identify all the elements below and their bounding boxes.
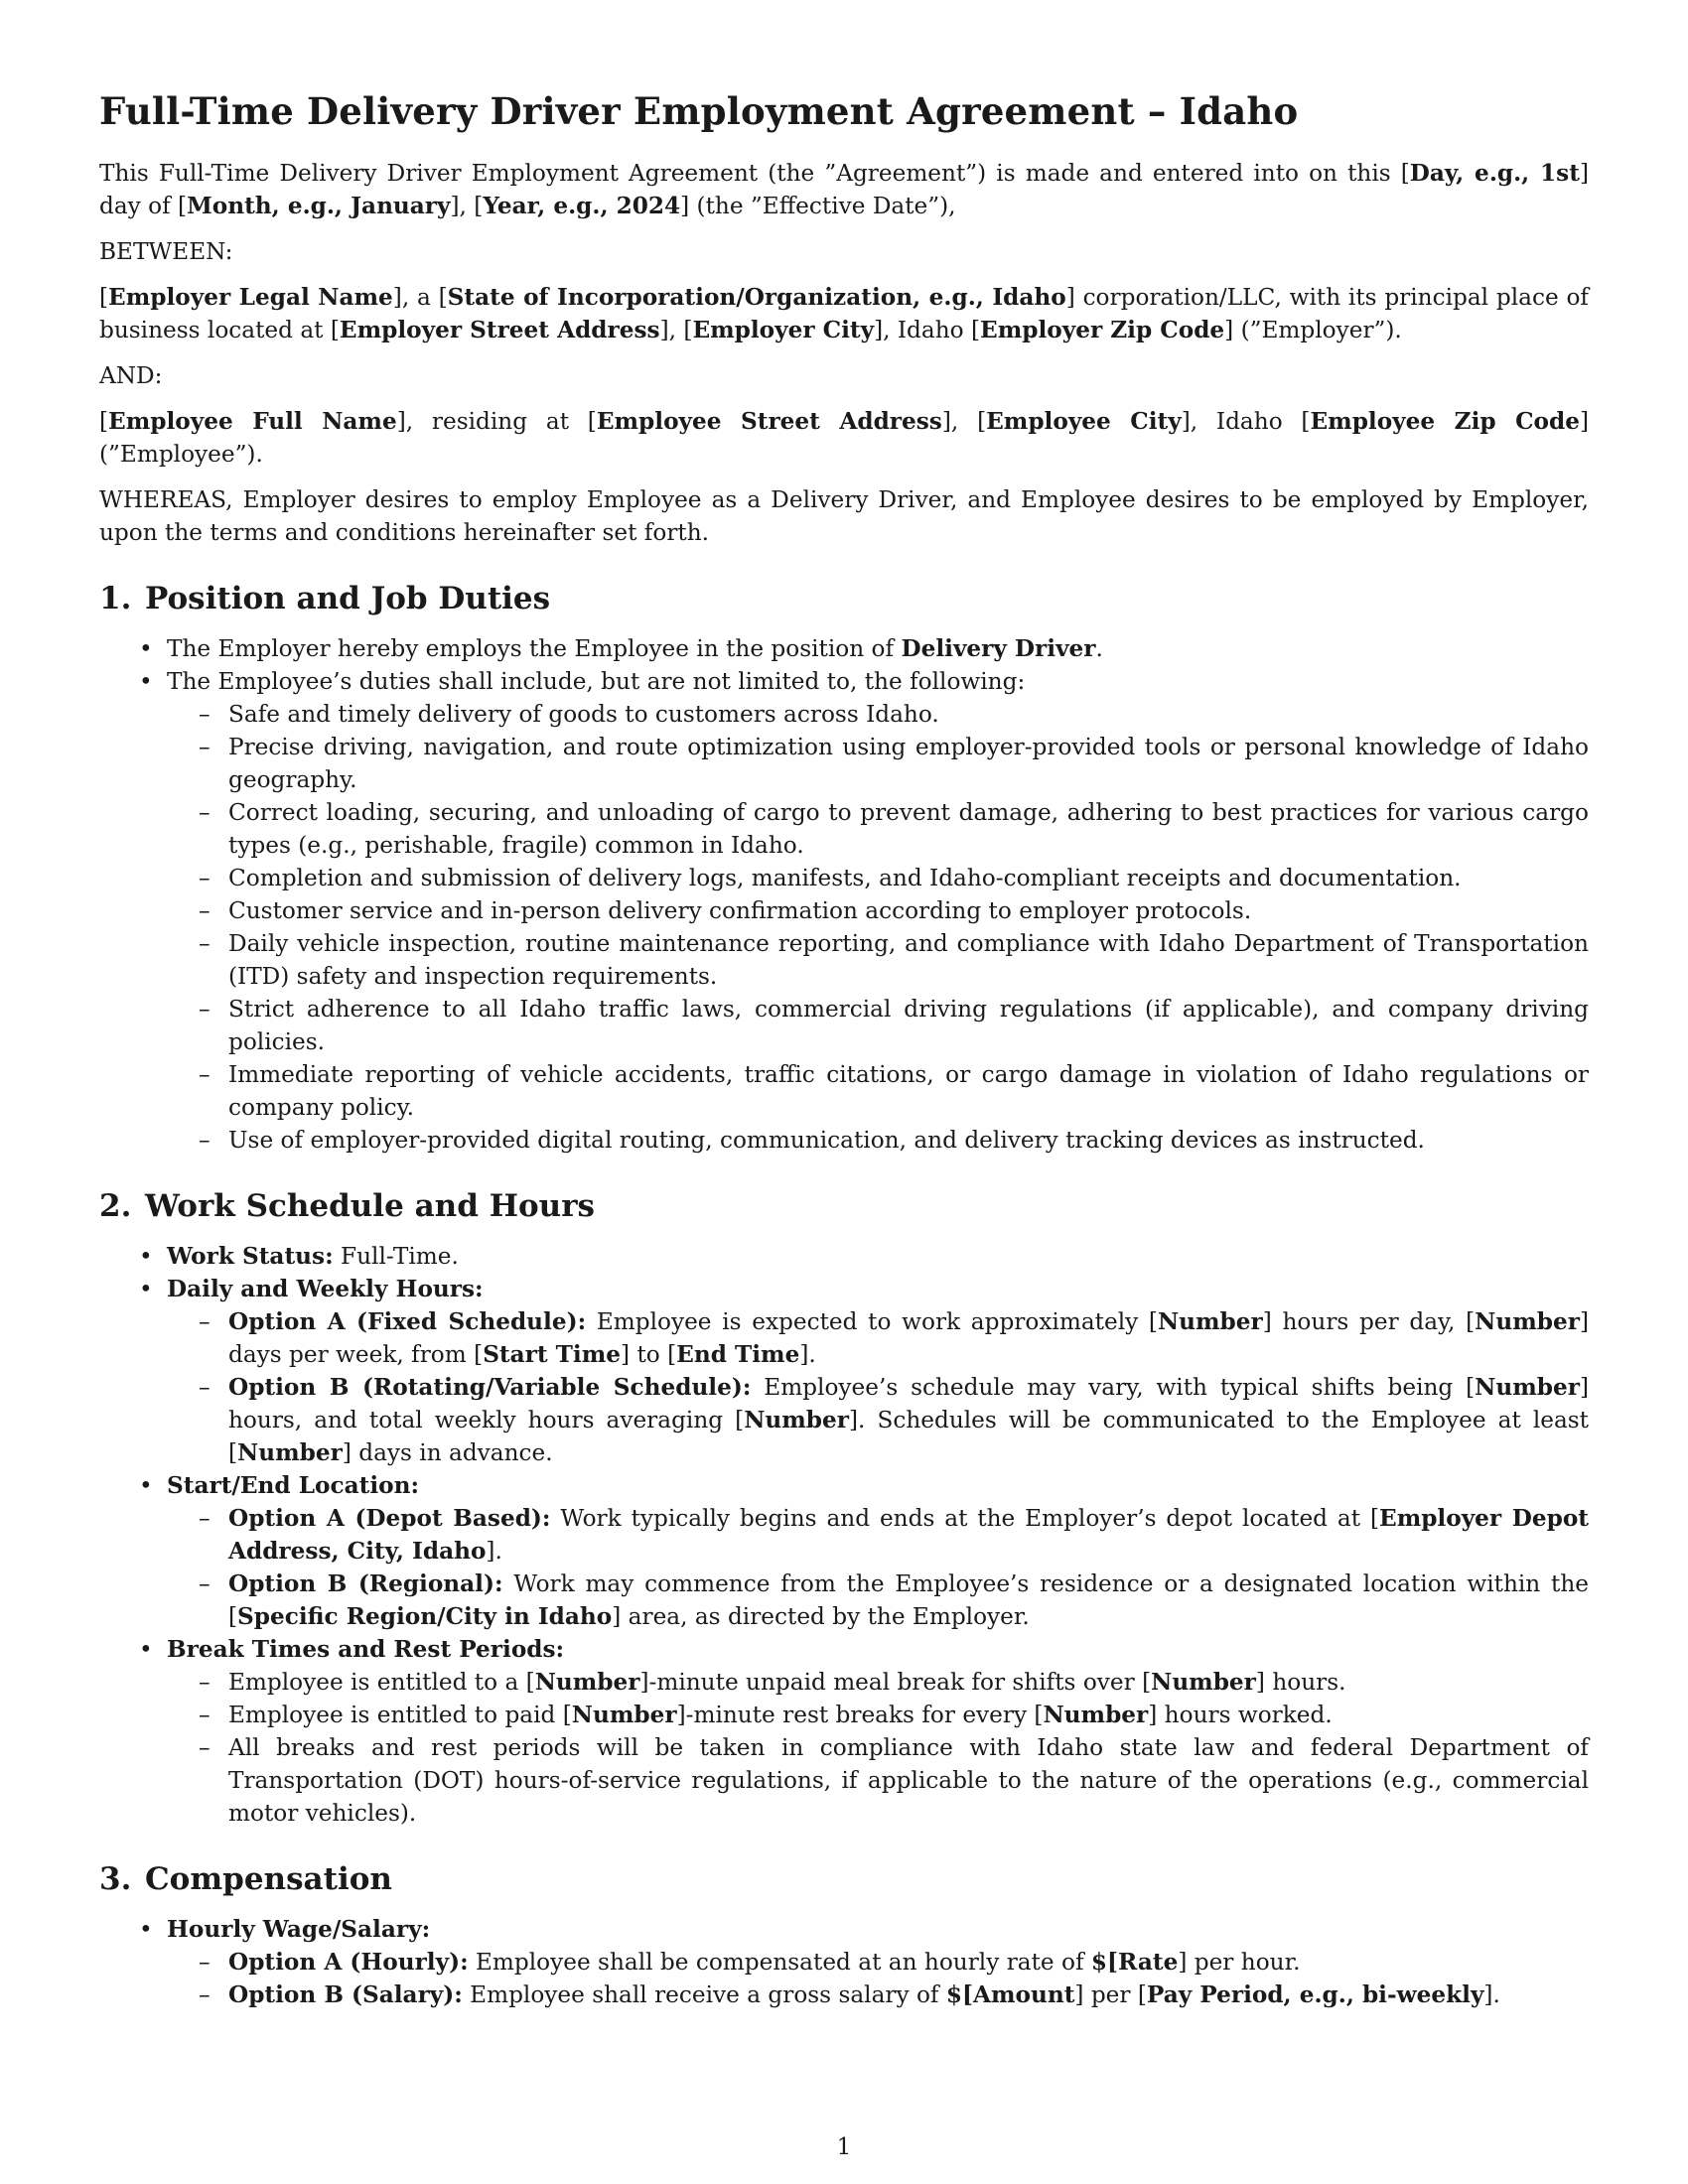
list-item: • Break Times and Rest Periods: – Employee is entitled to a [Number]-minute unpaid meal break for shifts over [Number] hours. – Employee is entitled to paid [Number]-minute rest breaks for every [Number] hours worked. – All breaks and rest periods will be taken in compliance with Idaho state law and federal Department of Transportation (DOT) hours-of-service regulations, if applicable to the nature of the operations (e.g., commercial motor vehicles). bbox=[167, 1633, 1589, 1830]
section-3-list bbox=[99, 1913, 1589, 2011]
list-item: • The Employee’s duties shall include, but are not limited to, the following: – Safe and timely delivery of goods to customers across Idaho. – Precise driving, navigation, and route optimization using employer-provided tools or personal knowledge of Idaho geography. – Correct loading, securing, and unloading of cargo to prevent damage, adhering to best practices for various cargo types (e.g., perishable, fragile) common in Idaho. – Completion and submission of delivery logs, manifests, and Idaho-compliant receipts and documentation. – Customer service and in-person delivery confirmation according to employer protocols. – Daily vehicle inspection, routine maintenance reporting, and compliance with Idaho Department of Transportation (ITD) safety and inspection requirements. – Strict adherence to all Idaho traffic laws, commercial driving regulations (if applicable), and company driving policies. – Immediate reporting of vehicle accidents, traffic citations, or cargo damage in violation of Idaho regulations or company policy. – Use of employer-provided digital routing, communication, and delivery tracking devices as instructed. bbox=[167, 665, 1589, 1157]
compensation-options-list bbox=[167, 1946, 1589, 2011]
list-item: • Start/End Location: – Option A (Depot Based): Work typically begins and ends at the Employer’s depot located at [Employer Depot Address, City, Idaho]. – Option B (Regional): Work may commence from the Employee’s residence or a designated location within the [Specific Region/City in Idaho] area, as directed by the Employer. bbox=[167, 1469, 1589, 1633]
section-3-heading: 3. Compensation bbox=[99, 1861, 392, 1897]
section-1-heading: 1. Position and Job Duties bbox=[99, 581, 551, 616]
duty-item: – Daily vehicle inspection, routine maintenance reporting, and compliance with Idaho Department of Transportation (ITD) safety and inspection requirements. bbox=[228, 927, 1589, 993]
document-title: Full-Time Delivery Driver Employment Agreement – Idaho bbox=[99, 89, 1299, 133]
hours-options-list bbox=[167, 1305, 1589, 1469]
hours-option-b: – Option B (Rotating/Variable Schedule): Employee’s schedule may vary, with typical shifts being [Number] hours, and total weekly hours averaging [Number]. Schedules will be communicated to the Employee at least [Number] days in advance. bbox=[228, 1371, 1589, 1469]
placeholder-employer-address: Employer Street Address bbox=[339, 317, 660, 343]
list-item: • Work Status: Full-Time. bbox=[167, 1240, 1589, 1273]
placeholder-month: Month, e.g., January bbox=[187, 193, 451, 219]
duty-item: – Precise driving, navigation, and route optimization using employer-provided tools or personal knowledge of Idaho geography. bbox=[228, 731, 1589, 796]
placeholder-state: State of Incorporation/Organization, e.g., Idaho bbox=[447, 284, 1066, 311]
list-item: • Hourly Wage/Salary: – Option A (Hourly): Employee shall be compensated at an hourly rate of $[Rate] per hour. – Option B (Salary): Employee shall receive a gross salary of $[Amount] per [Pay Period, e.g., bi-weekly]. bbox=[167, 1913, 1589, 2011]
duty-item: – Correct loading, securing, and unloading of cargo to prevent damage, adhering to best practices for various cargo types (e.g., perishable, fragile) common in Idaho. bbox=[228, 796, 1589, 862]
agreement-page bbox=[99, 87, 1589, 2011]
placeholder-employee-zip: Employee Zip Code bbox=[1310, 408, 1580, 435]
employee-party-paragraph: [Employee Full Name], residing at [Employee Street Address], [Employee City], Idaho [Employee Zip Code] (”Employee”). bbox=[99, 408, 1590, 468]
location-options-list bbox=[167, 1502, 1589, 1633]
duty-item: – Safe and timely delivery of goods to customers across Idaho. bbox=[228, 698, 1589, 731]
duty-item: – Completion and submission of delivery logs, manifests, and Idaho-compliant receipts and documentation. bbox=[228, 862, 1589, 894]
compensation-option-a: – Option A (Hourly): Employee shall be compensated at an hourly rate of $[Rate] per hour. bbox=[228, 1946, 1589, 1979]
compensation-option-b: – Option B (Salary): Employee shall receive a gross salary of $[Amount] per [Pay Period, e.g., bi-weekly]. bbox=[228, 1979, 1589, 2011]
placeholder-employee-city: Employee City bbox=[986, 408, 1182, 435]
preamble-paragraph: This Full-Time Delivery Driver Employment Agreement (the ”Agreement”) is made and entered into on this [Day, e.g., 1st] day of [Month, e.g., January], [Year, e.g., 2024] (the ”Effective Date”), bbox=[99, 160, 1589, 219]
section-2-list bbox=[99, 1240, 1589, 1830]
breaks-list bbox=[167, 1666, 1589, 1830]
location-option-b: – Option B (Regional): Work may commence from the Employee’s residence or a designated location within the [Specific Region/City in Idaho] area, as directed by the Employer. bbox=[228, 1568, 1589, 1633]
and-label: AND: bbox=[99, 362, 163, 389]
list-item: • The Employer hereby employs the Employee in the position of Delivery Driver. bbox=[167, 632, 1589, 665]
placeholder-employer-city: Employer City bbox=[692, 317, 875, 343]
placeholder-employee-name: Employee Full Name bbox=[108, 408, 397, 435]
placeholder-employee-address: Employee Street Address bbox=[596, 408, 942, 435]
between-label: BETWEEN: bbox=[99, 238, 233, 265]
duties-list bbox=[167, 698, 1589, 1157]
hours-option-a: – Option A (Fixed Schedule): Employee is expected to work approximately [Number] hours per day, [Number] days per week, from [Start Time] to [End Time]. bbox=[228, 1305, 1589, 1371]
page-number: 1 bbox=[836, 2134, 852, 2160]
duty-item: – Use of employer-provided digital routing, communication, and delivery tracking devices as instructed. bbox=[228, 1124, 1589, 1157]
section-2-heading: 2. Work Schedule and Hours bbox=[99, 1188, 595, 1224]
list-item: • Daily and Weekly Hours: – Option A (Fixed Schedule): Employee is expected to work approximately [Number] hours per day, [Number] days per week, from [Start Time] to [End Time]. – Option B (Rotating/Variable Schedule): Employee’s schedule may vary, with typical shifts being [Number] hours, and total weekly hours averaging [Number]. Schedules will be communicated to the Employee at least [Number] days in advance. bbox=[167, 1273, 1589, 1469]
placeholder-employer-name: Employer Legal Name bbox=[108, 284, 393, 311]
break-item: – Employee is entitled to a [Number]-minute unpaid meal break for shifts over [Number] hours. bbox=[228, 1666, 1589, 1699]
placeholder-day: Day, e.g., 1st bbox=[1409, 160, 1580, 187]
section-1-list bbox=[99, 632, 1589, 1157]
location-option-a: – Option A (Depot Based): Work typically begins and ends at the Employer’s depot located at [Employer Depot Address, City, Idaho]. bbox=[228, 1502, 1589, 1568]
break-item: – All breaks and rest periods will be taken in compliance with Idaho state law and federal Department of Transportation (DOT) hours-of-service regulations, if applicable to the nature of the operations (e.g., commercial motor vehicles). bbox=[228, 1731, 1589, 1830]
duty-item: – Customer service and in-person delivery confirmation according to employer protocols. bbox=[228, 894, 1589, 927]
placeholder-year: Year, e.g., 2024 bbox=[483, 193, 681, 219]
placeholder-employer-zip: Employer Zip Code bbox=[980, 317, 1225, 343]
break-item: – Employee is entitled to paid [Number]-minute rest breaks for every [Number] hours worked. bbox=[228, 1699, 1589, 1731]
duty-item: – Strict adherence to all Idaho traffic laws, commercial driving regulations (if applicable), and company driving policies. bbox=[228, 993, 1589, 1058]
whereas-paragraph: WHEREAS, Employer desires to employ Employee as a Delivery Driver, and Employee desires to be employed by Employer, upon the terms and conditions hereinafter set forth. bbox=[99, 486, 1589, 546]
employer-party-paragraph: [Employer Legal Name], a [State of Incorporation/Organization, e.g., Idaho] corporation/LLC, with its principal place of business located at [Employer Street Address], [Employer City], Idaho [Employer Zip Code] (”Employer”). bbox=[99, 284, 1589, 343]
duty-item: – Immediate reporting of vehicle accidents, traffic citations, or cargo damage in violation of Idaho regulations or company policy. bbox=[228, 1058, 1589, 1124]
